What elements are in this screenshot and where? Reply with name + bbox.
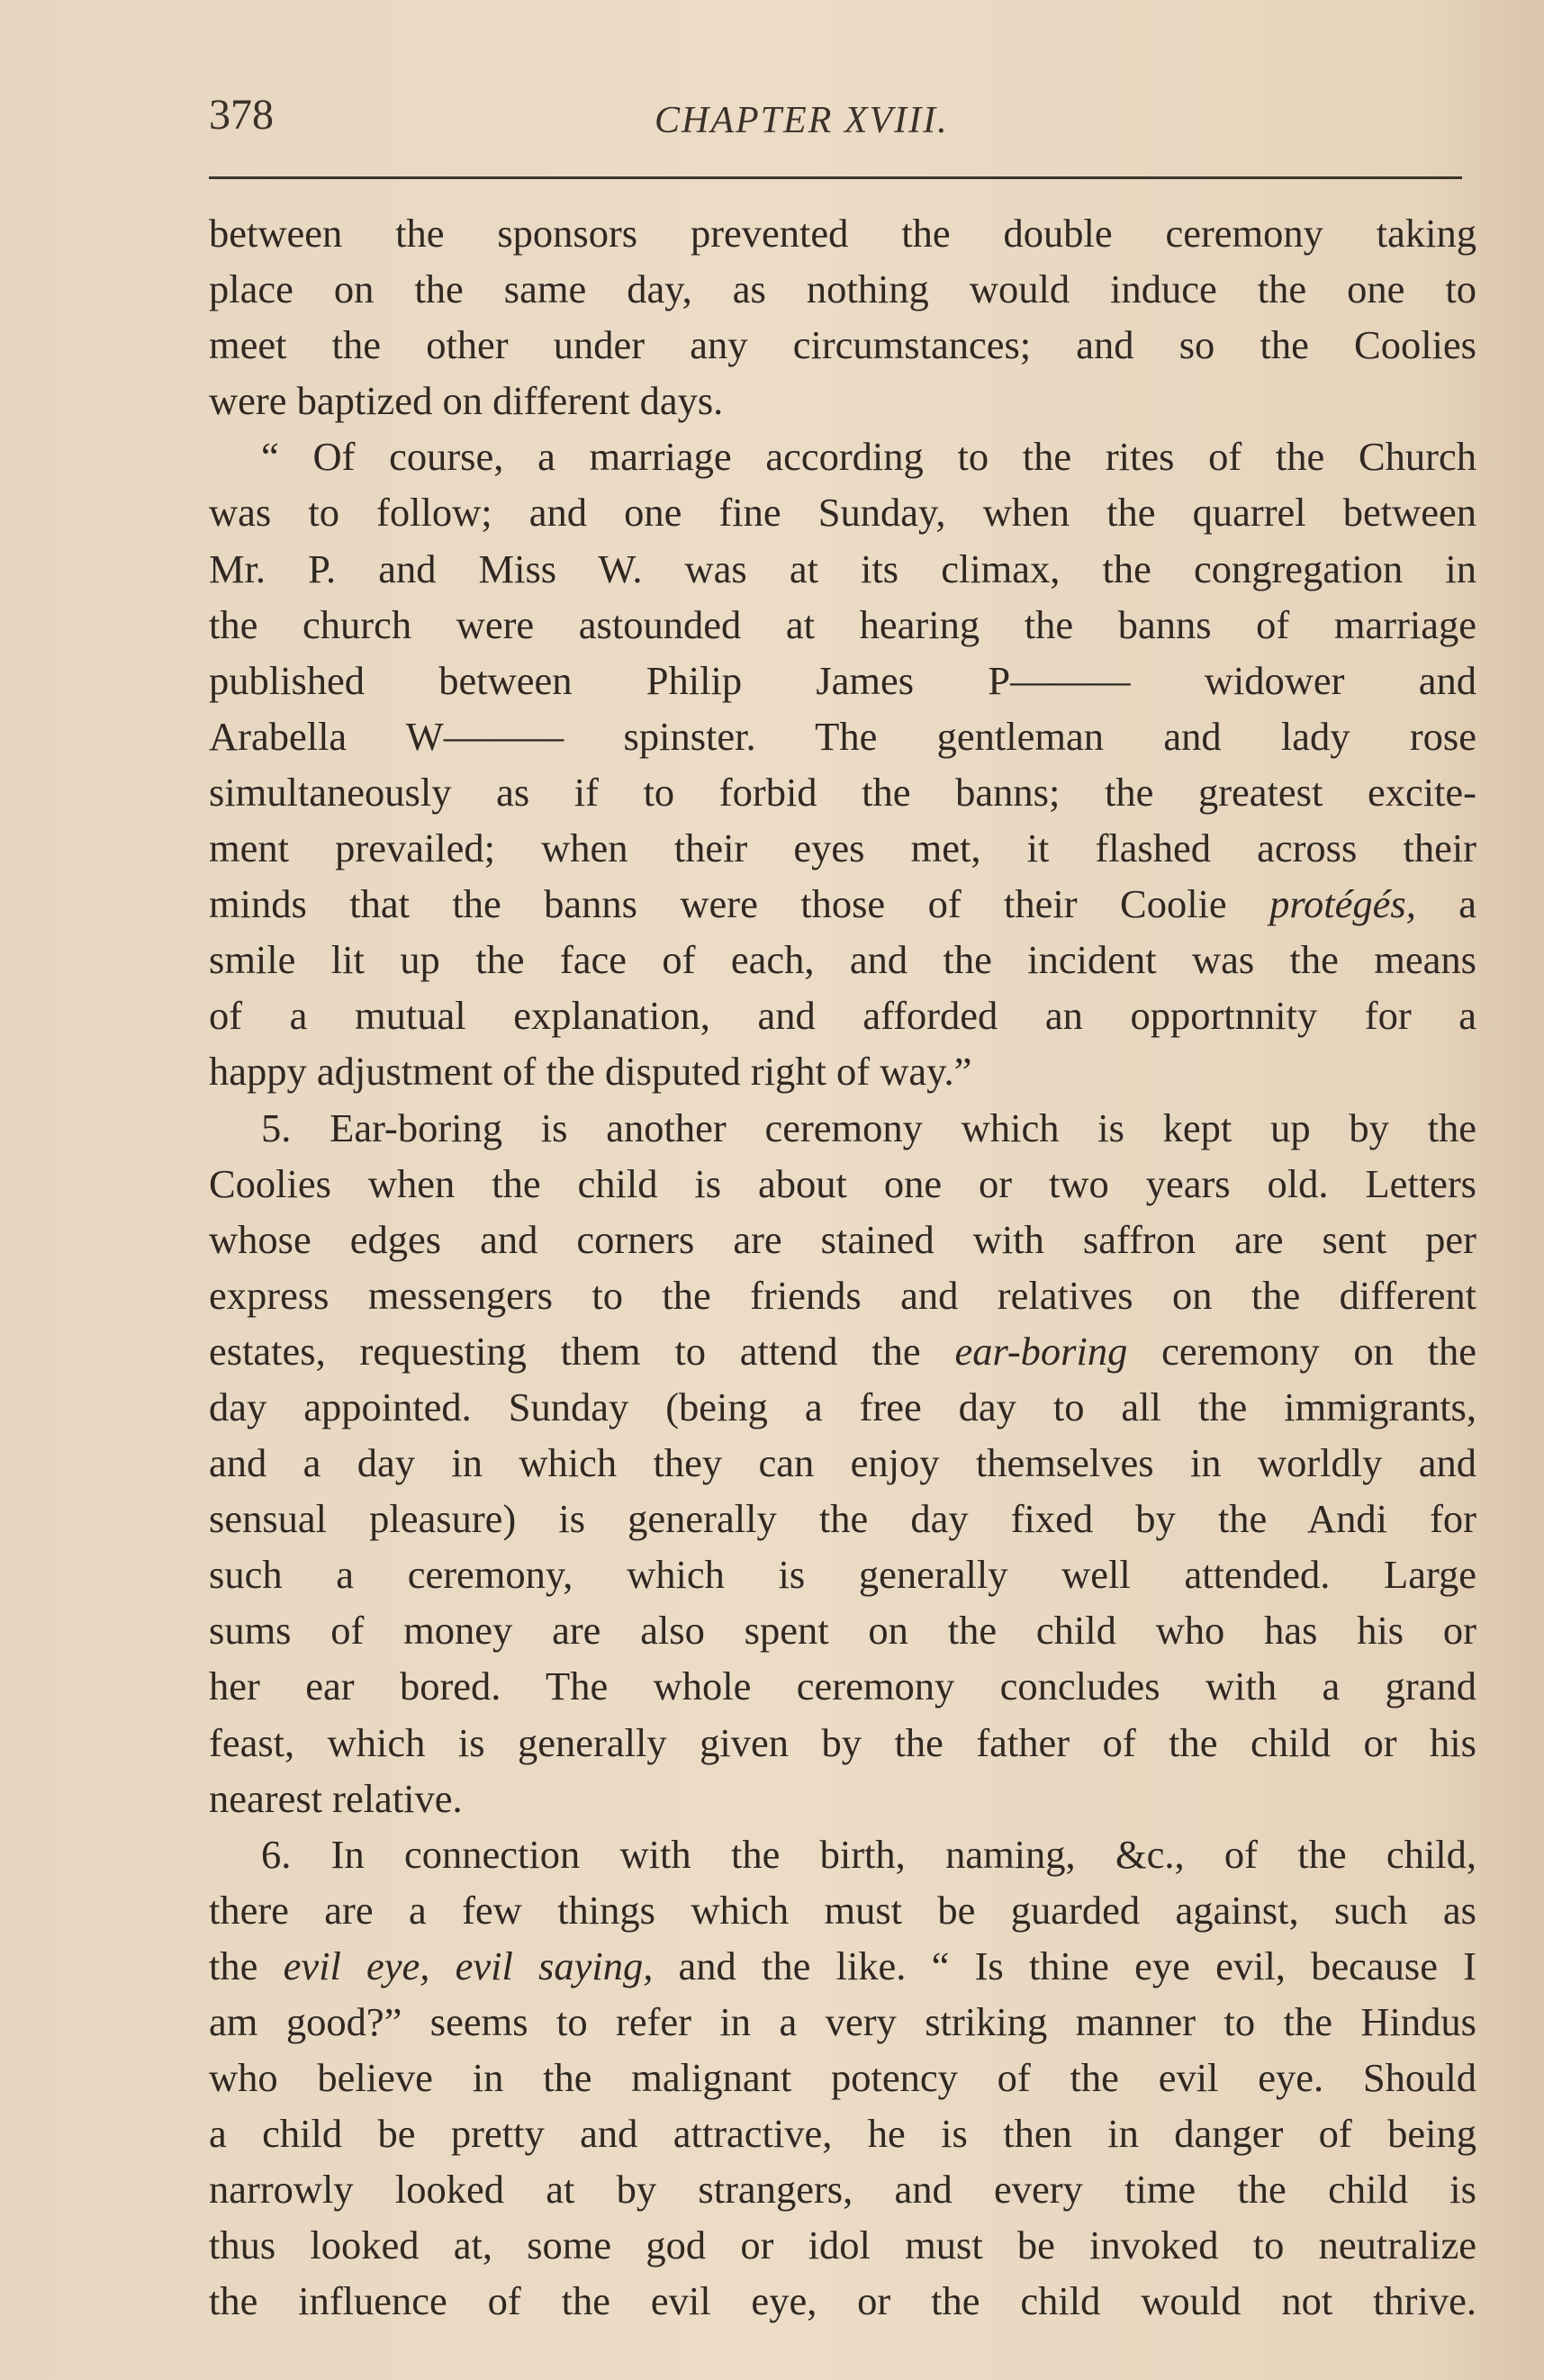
- text-line: place on the same day, as nothing would induce the one to: [209, 266, 1476, 312]
- text-line: smile lit up the face of each, and the incident was the means: [209, 937, 1476, 983]
- text-line: there are a few things which must be guarded against, such as: [209, 1887, 1476, 1933]
- text-line: published between Philip James P——— widower and: [209, 657, 1476, 703]
- text-line: were baptized on different days.: [209, 378, 724, 424]
- text-line: “ Of course, a marriage according to the rites of the Church: [261, 434, 1476, 480]
- text-line: express messengers to the friends and relatives on the different: [209, 1272, 1476, 1318]
- text-segment: estates, requesting them to attend the: [209, 1328, 955, 1374]
- text-line: was to follow; and one fine Sunday, when the quarrel between: [209, 490, 1476, 536]
- text-line: 6. In connection with the birth, naming, &c., of the child,: [261, 1831, 1476, 1877]
- text-segment: a: [1415, 881, 1476, 927]
- text-line: whose edges and corners are stained with saffron are sent per: [209, 1216, 1476, 1262]
- text-line: such a ceremony, which is generally well attended. Large: [209, 1552, 1476, 1598]
- text-line: her ear bored. The whole ceremony concludes with a grand: [209, 1663, 1476, 1709]
- text-line: day appointed. Sunday (being a free day to all the immigrants,: [209, 1384, 1476, 1429]
- page-header: [209, 90, 1469, 162]
- text-line: narrowly looked at by strangers, and every time the child is: [209, 2167, 1476, 2213]
- text-line: and a day in which they can enjoy themselves in worldly and: [209, 1440, 1476, 1486]
- text-line: Arabella W——— spinster. The gentleman and lady rose: [209, 713, 1476, 759]
- italic-phrase: evil eye, evil saying,: [283, 1943, 654, 1988]
- text-line: am good?” seems to refer in a very striking manner to the Hindus: [209, 1999, 1476, 2044]
- text-line: feast, which is generally given by the father of the child or his: [209, 1719, 1476, 1765]
- text-line: sums of money are also spent on the child who has his or: [209, 1608, 1476, 1654]
- text-line: ment prevailed; when their eyes met, it flashed across their: [209, 825, 1476, 871]
- text-segment: and the like. “ Is thine eye evil, because I: [653, 1943, 1476, 1988]
- text-line: sensual pleasure) is generally the day fixed by the Andi for: [209, 1496, 1476, 1542]
- text-line: nearest relative.: [209, 1775, 463, 1821]
- text-line: [209, 1938, 1476, 1994]
- body-text: [209, 205, 1476, 2330]
- text-line: the influence of the evil eye, or the child would not thrive.: [209, 2278, 1476, 2324]
- text-line: 5. Ear-boring is another ceremony which is kept up by the: [261, 1104, 1476, 1150]
- text-line: the church were astounded at hearing the banns of marriage: [209, 601, 1476, 647]
- text-line: between the sponsors prevented the double ceremony taking: [209, 211, 1476, 256]
- text-line: who believe in the malignant potency of the evil eye. Should: [209, 2055, 1476, 2101]
- italic-word: protégés,: [1269, 881, 1416, 927]
- text-line: [209, 1323, 1476, 1379]
- text-segment: the: [209, 1943, 284, 1988]
- text-line: of a mutual explanation, and afforded an opportnnity for a: [209, 993, 1476, 1039]
- text-line: simultaneously as if to forbid the banns; the greatest excite-: [209, 769, 1476, 815]
- text-line: Coolies when the child is about one or two years old. Letters: [209, 1160, 1476, 1206]
- page-number: 378: [209, 91, 274, 139]
- text-line: [209, 876, 1476, 932]
- header-rule: [209, 176, 1462, 179]
- text-line: thus looked at, some god or idol must be invoked to neutralize: [209, 2222, 1476, 2268]
- text-line: meet the other under any circumstances; and so the Coolies: [209, 322, 1476, 368]
- italic-word: ear-boring: [954, 1328, 1128, 1374]
- text-line: happy adjustment of the disputed right of way.”: [209, 1049, 972, 1095]
- text-segment: ceremony on the: [1127, 1328, 1476, 1374]
- text-segment: minds that the banns were those of their Coolie: [209, 881, 1270, 927]
- text-line: Mr. P. and Miss W. was at its climax, the congregation in: [209, 545, 1476, 591]
- running-head: CHAPTER XVIII.: [655, 100, 949, 141]
- text-line: a child be pretty and attractive, he is then in danger of being: [209, 2111, 1476, 2157]
